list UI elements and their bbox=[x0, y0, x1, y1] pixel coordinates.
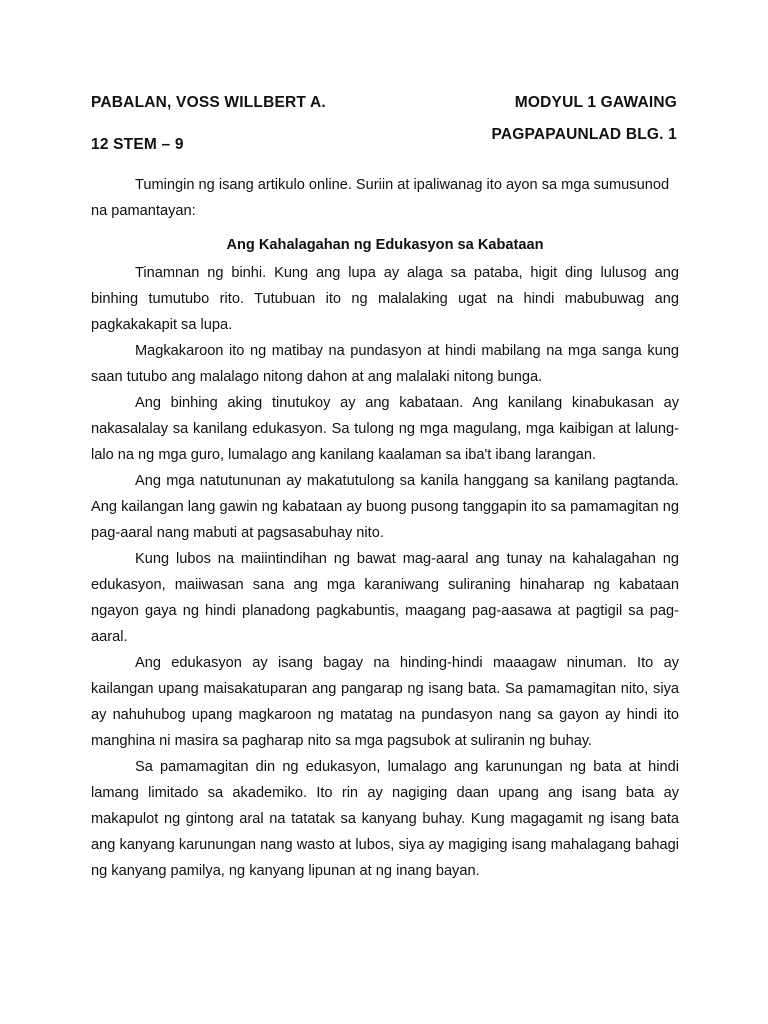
student-name: PABALAN, VOSS WILLBERT A. bbox=[91, 94, 326, 111]
paragraph-4: Ang mga natutununan ay makatutulong sa kanila hanggang sa kanilang pagtanda. Ang kailangan lang gawin ng kabataan ay buong pusong tanggapin ito sa pamamagitan ng pag-aaral nang mabuti at pagsasabuhay nito. bbox=[91, 473, 679, 541]
module-title-line2: PAGPAPAUNLAD BLG. 1 bbox=[491, 126, 677, 143]
module-title-line1: MODYUL 1 GAWAING bbox=[514, 94, 677, 111]
instruction-text: Tumingin ng isang artikulo online. Suriin at ipaliwanag ito ayon sa mga sumusunod na pamantayan: bbox=[91, 177, 670, 219]
document-body bbox=[91, 172, 679, 884]
paragraph-2: Magkakaroon ito ng matibay na pundasyon at hindi mabilang na mga sanga kung saan tutubo ang malalago nitong dahon at ang malalaki nitong bunga. bbox=[91, 343, 679, 385]
student-section: 12 STEM – 9 bbox=[91, 136, 184, 153]
paragraph-7: Sa pamamagitan din ng edukasyon, lumalago ang karunungan ng bata at hindi lamang limitado sa akademiko. Ito rin ay nagiging daan upang ang isang bata ay makapulot ng gintong aral na tatatak sa kanyang buhay. Kung magagamit ng isang bata ang kanyang karunungan nang wasto at lubos, siya ay magiging isang mahalagang bahagi ng kanyang pamilya, ng kanyang lipunan at ng inang bayan. bbox=[91, 759, 679, 879]
paragraph-3: Ang binhing aking tinutukoy ay ang kabataan. Ang kanilang kinabukasan ay nakasalalay sa kanilang edukasyon. Sa tulong ng mga magulang, mga kaibigan at lalung-lalo na ng mga guro, lumalago ang kanilang kaalaman sa iba't ibang larangan. bbox=[91, 395, 679, 463]
paragraph-1: Tinamnan ng binhi. Kung ang lupa ay alaga sa pataba, higit ding lulusog ang binhing tumutubo rito. Tutubuan ito ng malalaking ugat na hindi mabubuwag ang pagkakakapit sa lupa. bbox=[91, 265, 679, 333]
article-title: Ang Kahalagahan ng Edukasyon sa Kabataan bbox=[226, 237, 544, 253]
paragraph-6: Ang edukasyon ay isang bagay na hinding-hindi maaagaw ninuman. Ito ay kailangan upang maisakatuparan ang pangarap ng isang bata. Sa pamamagitan nito, siya ay nahuhubog upang magkaroon ng matatag na pundasyon nang sa gayon ay hindi ito manghina ni masira sa pagharap nito sa mga pagsubok at suliranin ng buhay. bbox=[91, 655, 679, 749]
paragraph-5: Kung lubos na maiintindihan ng bawat mag-aaral ang tunay na kahalagahan ng edukasyon, maiiwasan sana ang mga karaniwang suliraning hinaharap ng kabataan ngayon gaya ng hindi planadong pagkabuntis, maagang pag-aasawa at pagtigil sa pag-aaral. bbox=[91, 551, 679, 645]
